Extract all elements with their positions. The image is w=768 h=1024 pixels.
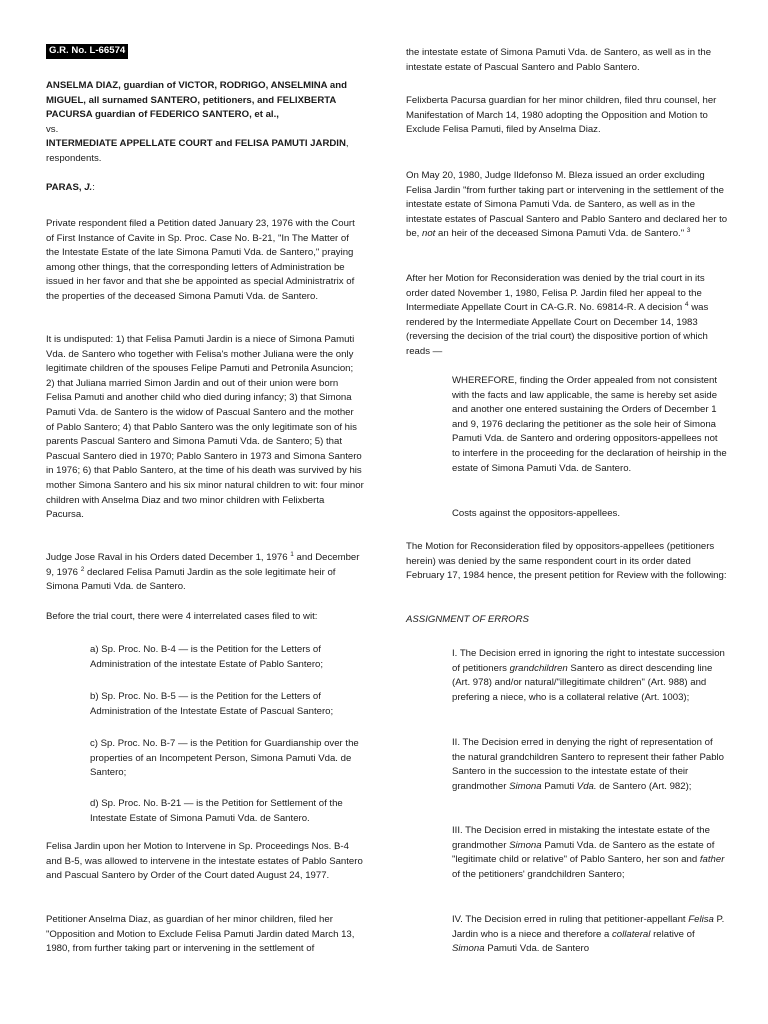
error-item-1 [452, 647, 728, 705]
case-item-d: d) Sp. Proc. No. B-21 — is the Petition for Settlement of the Intestate Estate of Simona Pamuti Vda. de Santero. [90, 798, 343, 824]
error-1-part-b: Santero as direct descending line (Art. 978) and/or natural/"illegitimate children" (Art. 988) and prefering a niece, who is a collateral relative (Art. 1003); [452, 662, 713, 703]
error-2-part-b: Pamuti [541, 780, 577, 792]
footnote-ref-2[interactable]: 2 [80, 565, 85, 573]
versus: vs. [46, 123, 59, 135]
emphasis-not: not [422, 228, 436, 240]
error-item-3 [452, 824, 728, 882]
respondents-names: INTERMEDIATE APPELLATE COURT and FELISA PAMUTI JARDIN [46, 138, 346, 150]
right-paragraph-2: Felixberta Pacursa guardian for her minor children, filed thru counsel, her Manifestation of March 14, 1980 adopting the Opposition and Motion to Exclude Felisa Pamuti, filed by Anselma Diaz. [406, 95, 717, 136]
error-4-part-b: P. Jardin who is a niece and therefore a [452, 914, 725, 940]
paragraph-5: Felisa Jardin upon her Motion to Intervene in Sp. Proceedings Nos. B-4 and B-5, was allowed to intervene in the intestate estates of Pablo Santero and Pascual Santero by Order of the Court dated August 24, 1977. [46, 841, 363, 882]
error-4-emphasis-2: collateral [612, 928, 651, 940]
footnote-ref-3[interactable]: 3 [686, 227, 691, 235]
paragraph-2: It is undisputed: 1) that Felisa Pamuti Jardin is a niece of Simona Pamuti Vda. de Santero who together with Felisa's mother Juliana were the only legitimate children of the spouses Felipe Pamuti and Petronila Asuncion; 2) that Juliana married Simon Jardin and out of their union were born Felisa Pamuti and another child who died during infancy; 3) that Simona Pamuti Vda. de Santero is the widow of Pascual Santero and the mother of Pablo Santero; 4) that Pablo Santero was the only legitimate son of his parents Pascual Santero and Simona Pamuti Vda. de Santero; 5) that Pascual Santero died in 1970; Pablo Santero in 1973 and Simona Santero in 1976; 6) that Pablo Santero, at the time of his death was survived by his mother Simona Santero and his six minor natural children to wit: four minor children with Anselma Diaz and two minor children with Felixberta Pacursa. [46, 334, 364, 521]
case-number: G.R. No. L-66574 [46, 44, 128, 59]
error-4-part-d: Pamuti Vda. de Santero [484, 943, 590, 955]
petitioners: ANSELMA DIAZ, guardian of VICTOR, RODRIGO, ANSELMINA and MIGUEL, all surnamed SANTERO, petitioners, and FELIXBERTA PACURSA guardian of FEDERICO SANTERO, et al., [46, 80, 347, 121]
quoted-dispositive: WHEREFORE, finding the Order appealed from not consistent with the facts and law applicable, the same is hereby set aside and another one entered sustaining the Orders of December 1 and 9, 1976 declaring the petitioner as the sole heir of Simona Pamuti Vda. de Santero and ordering oppositors-appellees not to interfere in the proceeding for the declaration of heirship in the estate of Simona Pamuti Vda. de Santero. [452, 375, 727, 474]
right-paragraph-3-part-b: an heir of the deceased Simona Pamuti Vda. de Santero." [435, 228, 687, 240]
error-4-emphasis-3: Simona [452, 943, 485, 955]
paragraph-3-part-c: declared Felisa Pamuti Jardin as the sole legitimate heir of Simona Pamuti Vda. de Santero. [46, 566, 336, 593]
error-4-part-a: IV. The Decision erred in ruling that petitioner-appellant [452, 914, 689, 925]
right-paragraph-3 [406, 169, 728, 242]
assignment-of-errors-heading: ASSIGNMENT OF ERRORS [406, 614, 529, 625]
right-paragraph-4 [406, 272, 728, 360]
ponente-name: PARAS, [46, 182, 82, 193]
error-2-part-c: de Santero (Art. 982); [596, 780, 692, 792]
right-paragraph-4-part-a: After her Motion for Reconsideration was denied by the trial court in its order dated November 1, 1980, Felisa P. Jardin filed her appeal to the Intermediate Appellate Court in CA-G.R. No. 69814-R. A decision [406, 273, 705, 314]
error-3-emphasis-2: father [699, 854, 725, 866]
error-item-2 [452, 736, 728, 794]
footnote-ref-1[interactable]: 1 [290, 550, 294, 558]
right-paragraph-3-part-a: On May 20, 1980, Judge Ildefonso M. Bleza issued an order excluding Felisa Jardin "from further taking part or intervening in the settlement of the intestate estate of Simona Pamuti Vda. de Santero, as well as in the intestate estates of Pascual Santero and Pablo Santero and declared her to be, [406, 170, 728, 240]
right-paragraph-5: The Motion for Reconsideration filed by oppositors-appellees (petitioners herein) was denied by the same respondent court in its order dated February 17, 1984 hence, the present petition for Review with the following: [406, 541, 727, 582]
case-caption [46, 79, 364, 167]
case-item-b: b) Sp. Proc. No. B-5 — is the Petition for the Letters of Administration of the Intestate Estate of Pascual Santero; [90, 691, 334, 717]
respondents [46, 137, 364, 166]
case-item-c: c) Sp. Proc. No. B-7 — is the Petition for Guardianship over the properties of an Incompetent Person, Simona Pamuti Vda. de Santero; [90, 738, 359, 779]
ponente-colon: : [92, 182, 95, 193]
paragraph-3-part-a: Judge Jose Raval in his Orders dated December 1, 1976 [46, 552, 291, 563]
paragraph-3-part-b: and December 9, 1976 [46, 552, 360, 578]
error-item-4 [452, 913, 728, 957]
ponente-j: J. [84, 182, 93, 193]
footnote-ref-4[interactable]: 4 [684, 301, 689, 308]
ponente-line [46, 181, 364, 196]
error-3-part-b: Pamuti Vda. de Santero as the estate of "legitimate child or relative" of Pablo Santero, her son and [452, 839, 715, 866]
respondents-tail: , respondents. [46, 138, 349, 164]
error-2-emphasis-2: Vda. [576, 780, 597, 792]
quoted-costs: Costs against the oppositors-appellees. [452, 508, 620, 519]
paragraph-3 [46, 551, 364, 595]
error-1-emphasis: grandchildren [509, 662, 568, 674]
right-paragraph-4-part-b: was rendered by the Intermediate Appellate Court on December 14, 1983 (reversing the decision of the trial court) the dispositive portion of which reads — [406, 302, 709, 357]
error-2-emphasis-1: Simona [509, 780, 542, 792]
paragraph-4: Before the trial court, there were 4 interrelated cases filed to wit: [46, 611, 318, 622]
error-4-part-c: relative of [650, 928, 695, 940]
error-3-part-c: of the petitioners' grandchildren Santero; [452, 868, 625, 880]
error-2-part-a: II. The Decision erred in denying the right of representation of the natural grandchildren Santero to represent their father Pablo Santero in the succession to the intestate estate of their grandmother [452, 737, 724, 792]
error-4-emphasis-1: Felisa [688, 914, 714, 925]
paragraph-1: Private respondent filed a Petition dated January 23, 1976 with the Court of First Instance of Cavite in Sp. Proc. Case No. B-21, "In The Matter of the Intestate Estate of the late Simona Pamuti Vda. de Santero," praying among other things, that the corresponding letters of Administration be issued in her favor and that she be appointed as special Administratrix of the properties of the deceased Simona Pamuti Vda. de Santero. [46, 218, 355, 302]
error-3-emphasis-1: Simona [509, 839, 542, 851]
error-1-part-a: I. The Decision erred in ignoring the right to intestate succession of petitioners [452, 648, 725, 674]
right-paragraph-1: the intestate estate of Simona Pamuti Vda. de Santero, as well as in the intestate estate of Pascual Santero and Pablo Santero. [406, 47, 712, 73]
paragraph-6: Petitioner Anselma Diaz, as guardian of her minor children, filed her "Opposition and Motion to Exclude Felisa Pamuti Jardin dated March 13, 1980, from further taking part or intervening in the settlement of [46, 914, 355, 955]
case-item-a: a) Sp. Proc. No. B-4 — is the Petition for the Letters of Administration of the intestate Estate of Pablo Santero; [90, 644, 324, 670]
case-number-line [46, 44, 364, 59]
error-3-part-a: III. The Decision erred in mistaking the intestate estate of the grandmother [452, 825, 710, 851]
